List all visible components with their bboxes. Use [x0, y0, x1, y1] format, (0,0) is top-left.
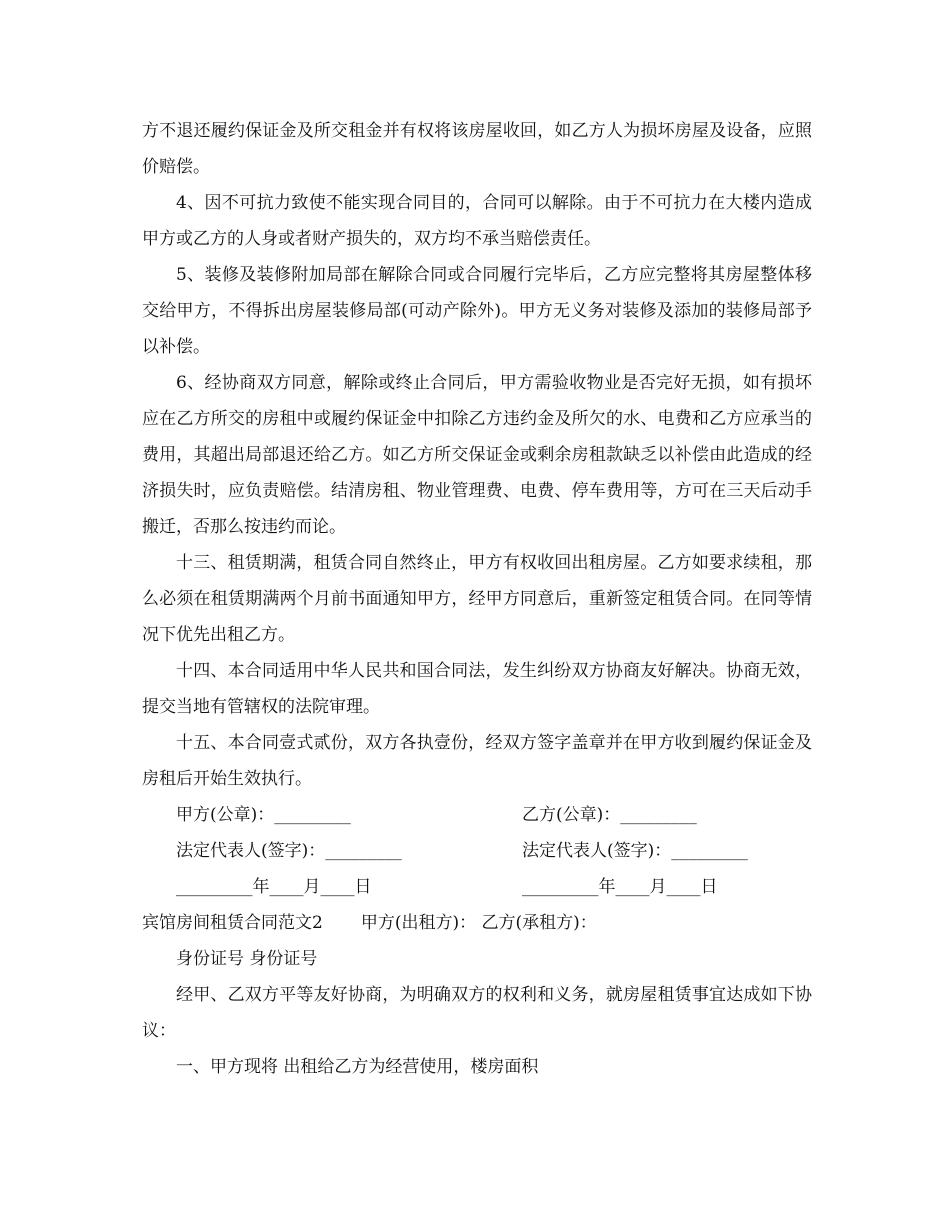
party-a-date-field: _________年____月____日: [176, 877, 372, 897]
paragraph-continuation: 方不退还履约保证金及所交租金并有权将该房屋收回，如乙方人为损坏房屋及设备，应照价赔偿。: [142, 121, 812, 177]
paragraph-article-15: 十五、本合同壹式贰份，双方各执壹份，经双方签字盖章并在甲方收到履约保证金及房租后开始生效执行。: [142, 733, 812, 789]
document-body: [142, 113, 812, 1085]
second-contract-title: 宾馆房间租赁合同范文2: [142, 913, 323, 933]
paragraph-article-13: 十三、租赁期满，租赁合同自然终止，甲方有权收回出租房屋。乙方如要求续租，那么必须在租赁期满两个月前书面通知甲方，经甲方同意后，重新签定租赁合同。在同等情况下优先出租乙方。: [142, 553, 812, 645]
paragraph-agreement-intro: 经甲、乙双方平等友好协商，为明确双方的权利和义务，就房屋租赁事宜达成如下协议：: [142, 985, 812, 1041]
signature-row-date: [142, 869, 812, 905]
party-b-seal-field: 乙方(公章)：_________: [522, 805, 697, 825]
paragraph-clause-6: 6、经协商双方同意，解除或终止合同后，甲方需验收物业是否完好无损，如有损坏应在乙方所交的房租中或履约保证金中扣除乙方违约金及所欠的水、电费和乙方应承当的费用，其超出局部退还给乙方。如乙方所交保证金或剩余房租款缺乏以补偿由此造成的经济损失时，应负责赔偿。结清房租、物业管理费、电费、停车费用等，方可在三天后动手搬迁，否那么按违约而论。: [142, 373, 812, 537]
paragraph-clause-4: 4、因不可抗力致使不能实现合同目的，合同可以解除。由于不可抗力在大楼内造成甲方或乙方的人身或者财产损失的，双方均不承当赔偿责任。: [142, 193, 812, 249]
party-a-representative-field: 法定代表人(签字)：_________: [176, 841, 402, 861]
party-b-lessee-label: 乙方(承租方)：: [481, 913, 597, 933]
party-b-representative-field: 法定代表人(签字)：_________: [522, 841, 748, 861]
id-number-line: 身份证号 身份证号: [176, 949, 318, 969]
paragraph-article-1: 一、甲方现将 出租给乙方为经营使用，楼房面积: [176, 1057, 539, 1077]
party-a-lessor-label: 甲方(出租方)：: [360, 913, 477, 933]
signature-row-seal: [142, 797, 812, 833]
paragraph-article-14: 十四、本合同适用中华人民共和国合同法，发生纠纷双方协商友好解决。协商无效，提交当地有管辖权的法院审理。: [142, 661, 812, 717]
party-a-seal-field: 甲方(公章)：_________: [176, 805, 351, 825]
signature-row-representative: [142, 833, 812, 869]
party-b-date-field: _________年____月____日: [522, 877, 718, 897]
second-contract-heading: [142, 905, 812, 941]
paragraph-clause-5: 5、装修及装修附加局部在解除合同或合同履行完毕后，乙方应完整将其房屋整体移交给甲方，不得拆出房屋装修局部(可动产除外)。甲方无义务对装修及添加的装修局部予以补偿。: [142, 265, 812, 357]
